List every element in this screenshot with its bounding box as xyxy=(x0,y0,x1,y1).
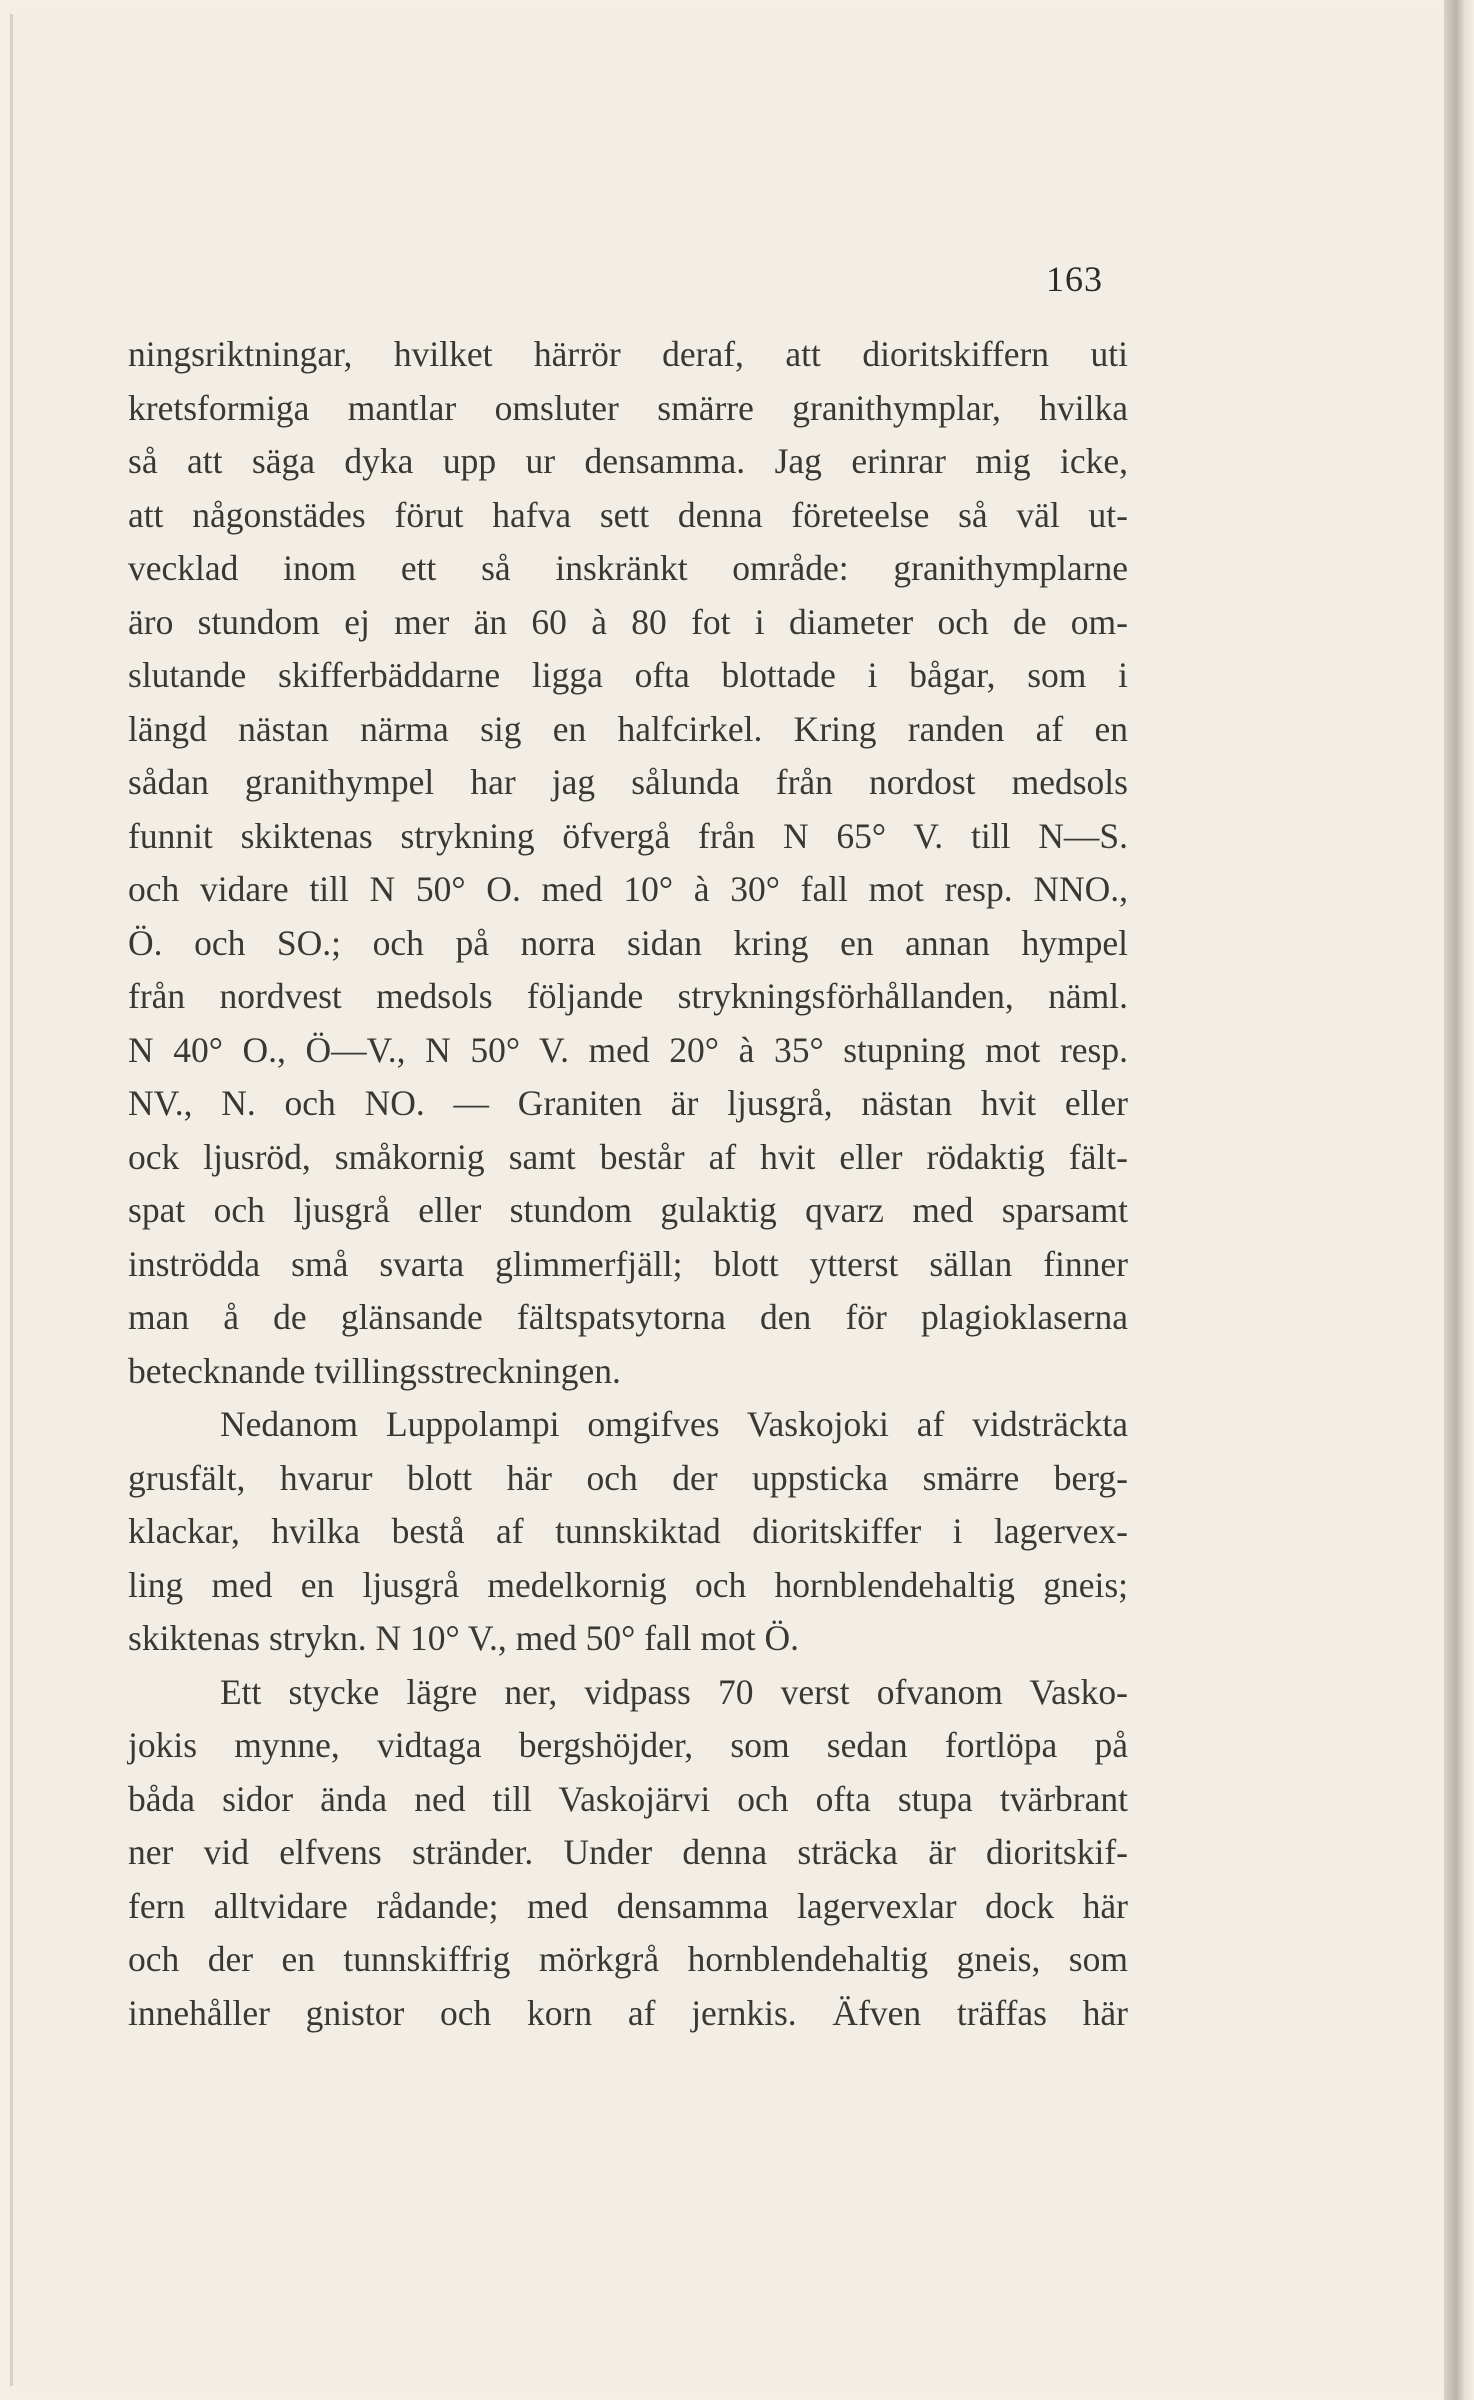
text-line-paragraph-end: betecknande tvillingsstreckningen. xyxy=(128,1350,621,1391)
text-line: och der en tunnskiffrig mörkgrå hornblendehaltig gneis, som xyxy=(128,1939,1128,1979)
text-line: innehåller gnistor och korn af jernkis. Äfven träffas här xyxy=(128,1992,1128,2033)
text-line: man å de glänsande fältspatsytorna den för plagioklaserna xyxy=(128,1297,1128,1337)
text-line: slutande skifferbäddarne ligga ofta blottade i bågar, som i xyxy=(128,655,1128,695)
text-line-paragraph-end: skiktenas strykn. N 10° V., med 50° fall mot Ö. xyxy=(128,1618,799,1658)
text-line-paragraph-start: Nedanom Luppolampi omgifves Vaskojoki af vidsträckta xyxy=(220,1404,1128,1444)
text-line-paragraph-start: Ett stycke lägre ner, vidpass 70 verst ofvanom Vasko- xyxy=(220,1671,1128,1712)
text-line: sådan granithympel har jag sålunda från nordost medsols xyxy=(128,762,1128,802)
text-line: och vidare till N 50° O. med 10° à 30° fall mot resp. NNO., xyxy=(128,869,1128,909)
text-line: kretsformiga mantlar omsluter smärre granithymplar, hvilka xyxy=(128,387,1128,428)
text-line: N 40° O., Ö—V., N 50° V. med 20° à 35° stupning mot resp. xyxy=(128,1029,1128,1070)
text-line: klackar, hvilka bestå af tunnskiktad dioritskiffer i lagervex- xyxy=(128,1511,1128,1551)
text-line: båda sidor ända ned till Vaskojärvi och ofta stupa tvärbrant xyxy=(128,1778,1128,1819)
text-line: längd nästan närma sig en halfcirkel. Kring randen af en xyxy=(128,708,1128,749)
text-line: äro stundom ej mer än 60 à 80 fot i diameter och de om- xyxy=(128,601,1128,642)
text-line: ling med en ljusgrå medelkornig och hornblendehaltig gneis; xyxy=(128,1564,1128,1605)
text-line: vecklad inom ett så inskränkt område: granithymplarne xyxy=(128,548,1128,588)
text-line: ner vid elfvens stränder. Under denna sträcka är dioritskif- xyxy=(128,1832,1128,1872)
text-line: funnit skiktenas strykning öfvergå från N 65° V. till N—S. xyxy=(128,815,1128,856)
text-line: Ö. och SO.; och på norra sidan kring en annan hympel xyxy=(128,922,1128,963)
text-line: så att säga dyka upp ur densamma. Jag erinrar mig icke, xyxy=(128,441,1128,481)
text-line: spat och ljusgrå eller stundom gulaktig qvarz med sparsamt xyxy=(128,1190,1128,1230)
text-line: jokis mynne, vidtaga bergshöjder, som sedan fortlöpa på xyxy=(128,1725,1128,1765)
text-line: NV., N. och NO. — Graniten är ljusgrå, nästan hvit eller xyxy=(128,1083,1128,1123)
body-text xyxy=(128,328,1128,2040)
page-number: 163 xyxy=(1046,259,1103,299)
text-line: inströdda små svarta glimmerfjäll; blott ytterst sällan finner xyxy=(128,1243,1128,1284)
text-line: grusfält, hvarur blott här och der uppsticka smärre berg- xyxy=(128,1457,1128,1498)
text-line: ningsriktningar, hvilket härrör deraf, att dioritskiffern uti xyxy=(128,334,1128,374)
page-edge-shadow xyxy=(1444,0,1474,2400)
text-line: från nordvest medsols följande strykningsförhållanden, näml. xyxy=(128,976,1128,1016)
text-line: fern alltvidare rådande; med densamma lagervexlar dock här xyxy=(128,1885,1128,1926)
text-line: att någonstädes förut hafva sett denna företeelse så väl ut- xyxy=(128,494,1128,535)
text-line: ock ljusröd, småkornig samt består af hvit eller rödaktig fält- xyxy=(128,1136,1128,1177)
